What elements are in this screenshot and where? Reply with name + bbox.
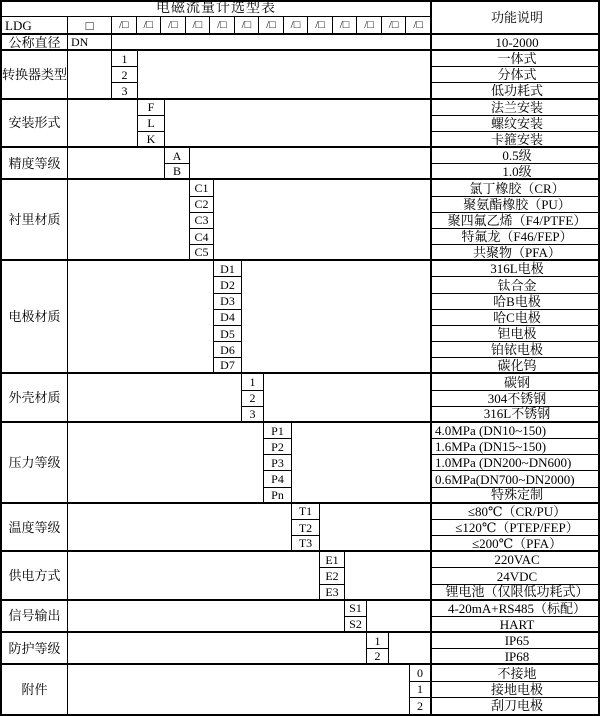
option-code-cell: E2 (320, 568, 345, 584)
option-code-cell: 1 (242, 374, 264, 390)
option-desc-cell: 316L电极 (432, 261, 600, 277)
empty-region (68, 552, 320, 601)
option-code-cell: T3 (292, 536, 320, 552)
option-desc-cell: 4-20mA+RS485（标配） (432, 601, 600, 617)
option-code-cell: C3 (190, 213, 214, 229)
function-column-header: 功能说明 (432, 2, 600, 35)
model-code-segment: /□ (333, 17, 358, 33)
model-code-segment: /□ (413, 18, 424, 31)
option-desc-cell: 卡箍安装 (432, 132, 600, 148)
empty-region (138, 51, 432, 100)
category-signal-output: 信号输出 (2, 601, 68, 633)
option-code-cell: 1 (367, 633, 389, 649)
option-code-cell: 2 (242, 391, 264, 407)
option-desc-cell: 分体式 (432, 67, 600, 83)
empty-region (320, 504, 432, 553)
option-desc-cell: IP68 (432, 649, 600, 665)
option-desc-cell: 一体式 (432, 51, 600, 67)
option-desc-cell: 钽电极 (432, 326, 600, 342)
option-desc-cell: ≤120℃（PTEP/FEP） (432, 520, 600, 536)
option-code-cell: D3 (214, 294, 242, 310)
model-code-segment: /□ (161, 17, 186, 33)
option-desc-cell: 0.5级 (432, 148, 600, 164)
option-code-cell: T1 (292, 504, 320, 520)
option-desc-cell: 特殊定制 (432, 488, 600, 504)
option-code-cell: P2 (264, 439, 292, 455)
option-code-cell: DN (68, 35, 112, 51)
option-desc-cell: 碳钢 (432, 374, 600, 390)
empty-region (68, 504, 292, 553)
category-lining-material: 衬里材质 (2, 180, 68, 261)
model-code-segment: /□ (235, 17, 260, 33)
model-code-segment: /□ (382, 17, 407, 33)
empty-region (68, 633, 367, 665)
option-desc-cell: 共聚物（PFA） (432, 245, 600, 261)
option-desc-cell: 锂电池（仅限低功耗式） (432, 585, 600, 601)
category-converter-type: 转换器类型 (2, 51, 68, 100)
model-code-box: □ (68, 17, 112, 35)
model-code-segment: /□ (186, 17, 211, 33)
empty-region (242, 261, 432, 374)
option-code-cell: 3 (112, 83, 138, 99)
option-desc-cell: 碳化钨 (432, 358, 600, 374)
option-code-cell: D7 (214, 358, 242, 374)
option-code-cell: E3 (320, 585, 345, 601)
empty-region (292, 423, 432, 504)
option-code-cell: C2 (190, 197, 214, 213)
option-code-cell: 1 (112, 51, 138, 67)
option-code-cell: C4 (190, 229, 214, 245)
category-nominal-diameter: 公称直径 (2, 35, 68, 51)
option-desc-cell: 接地电极 (432, 682, 600, 698)
option-code-cell: D5 (214, 326, 242, 342)
category-accessories: 附件 (2, 665, 68, 714)
option-desc-cell: 4.0MPa (DN10~150) (432, 423, 600, 439)
option-code-cell: D4 (214, 310, 242, 326)
model-prefix: LDG (2, 17, 68, 35)
option-desc-cell: 刮刀电极 (490, 698, 543, 714)
empty-region (367, 601, 432, 633)
empty-region (112, 35, 432, 51)
option-code-cell: B (165, 164, 190, 180)
empty-region (68, 100, 138, 149)
option-desc-cell: 316L不锈钢 (432, 407, 600, 423)
model-code-segment: /□ (112, 17, 137, 33)
option-desc-cell: IP65 (432, 633, 600, 649)
empty-region (68, 374, 242, 423)
empty-region (264, 374, 432, 423)
category-temperature-rating: 温度等级 (2, 504, 68, 553)
table-title: 电磁流量计选型表 (2, 2, 432, 17)
option-code-cell: T2 (292, 520, 320, 536)
option-code-cell: D1 (214, 261, 242, 277)
empty-region (68, 665, 410, 714)
model-code-segment: /□ (308, 17, 333, 33)
option-code-cell: 0 (410, 665, 432, 681)
option-code-cell: F (138, 100, 165, 116)
option-desc-cell: 法兰安装 (432, 100, 600, 116)
option-desc-cell: 哈B电极 (432, 294, 600, 310)
option-desc-cell: 铂铱电极 (432, 342, 600, 358)
empty-region (68, 601, 345, 633)
category-accuracy-class: 精度等级 (2, 148, 68, 180)
empty-region (389, 633, 432, 665)
option-code-cell: 2 (410, 698, 432, 714)
option-desc-cell: 220VAC (432, 552, 600, 568)
empty-region (190, 148, 432, 180)
option-desc-cell: 24VDC (432, 568, 600, 584)
category-electrode-material: 电极材质 (2, 261, 68, 374)
empty-region (68, 423, 264, 504)
category-pressure-rating: 压力等级 (2, 423, 68, 504)
option-code-cell: L (138, 116, 165, 132)
option-code-cell: 3 (242, 407, 264, 423)
option-code-cell: C5 (190, 245, 214, 261)
option-code-cell: K (138, 132, 165, 148)
empty-region (68, 180, 190, 261)
option-code-cell: P4 (264, 471, 292, 487)
option-desc-cell: 1.6MPa (DN15~150) (432, 439, 600, 455)
option-desc-cell: 不接地 (432, 665, 600, 681)
option-code-cell: 2 (367, 649, 389, 665)
option-desc-cell: 聚四氟乙烯（F4/PTFE） (432, 213, 600, 229)
option-code-cell: 2 (112, 67, 138, 83)
model-code-segment: /□ (284, 17, 309, 33)
empty-region (68, 261, 214, 374)
option-desc-cell: 螺纹安装 (432, 116, 600, 132)
option-code-cell: Pn (264, 488, 292, 504)
empty-region (214, 180, 432, 261)
option-desc-cell: 304不锈钢 (432, 391, 600, 407)
option-desc-cell: ≤200℃（PFA） (432, 536, 600, 552)
empty-region (68, 148, 165, 180)
empty-region (345, 552, 432, 601)
category-power-supply: 供电方式 (2, 552, 68, 601)
option-desc-cell: 0.6MPa(DN700~DN2000) (432, 471, 600, 487)
category-installation-form: 安装形式 (2, 100, 68, 149)
option-code-cell: S2 (345, 617, 367, 633)
option-desc-cell: 聚氨酯橡胶（PU） (432, 197, 600, 213)
model-code-segment: /□ (357, 17, 382, 33)
option-code-cell: A (165, 148, 190, 164)
option-code-cell: E1 (320, 552, 345, 568)
option-desc-cell: 10-2000 (432, 35, 600, 51)
model-code-segment: /□ (210, 17, 235, 33)
option-code-cell: S1 (345, 601, 367, 617)
option-code-cell: P3 (264, 455, 292, 471)
option-code-cell: 1 (410, 682, 432, 698)
option-desc-cell: 哈C电极 (432, 310, 600, 326)
option-desc-cell: 氯丁橡胶（CR） (432, 180, 600, 196)
option-desc-cell: 低功耗式 (432, 83, 600, 99)
model-code-segment: /□ (259, 17, 284, 33)
option-code-cell: C1 (190, 180, 214, 196)
option-desc-cell: 钛合金 (432, 277, 600, 293)
model-code-segments (112, 17, 432, 35)
option-code-cell: D2 (214, 277, 242, 293)
option-code-cell: D6 (214, 342, 242, 358)
option-desc-cell: 特氟龙（F46/FEP） (432, 229, 600, 245)
option-desc-cell: ≤80℃（CR/PU） (432, 504, 600, 520)
empty-region (68, 51, 112, 100)
empty-region (165, 100, 432, 149)
model-code-segment: /□ (137, 17, 162, 33)
category-housing-material: 外壳材质 (2, 374, 68, 423)
option-desc-cell: 1.0MPa (DN200~DN600) (432, 455, 600, 471)
option-desc-cell: 1.0级 (432, 164, 600, 180)
option-code-cell: P1 (264, 423, 292, 439)
option-desc-cell: HART (432, 617, 600, 633)
category-protection-rating: 防护等级 (2, 633, 68, 665)
